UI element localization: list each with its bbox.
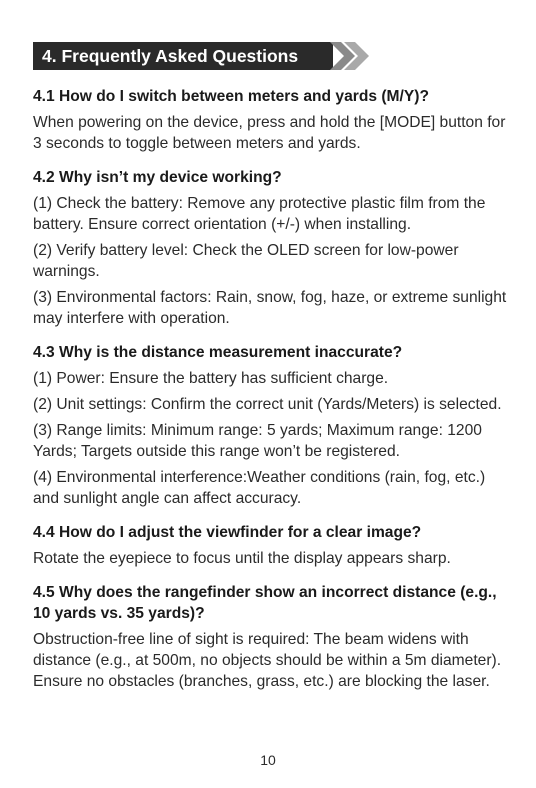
faq-answer: (1) Check the battery: Remove any protective plastic film from the battery. Ensure correct orientation (+/-) when installing. <box>33 195 486 233</box>
faq-question: 4.2 Why isn’t my device working? <box>33 169 282 186</box>
faq-answer: (3) Range limits: Minimum range: 5 yards; Maximum range: 1200 Yards; Targets outside this range won’t be registered. <box>33 422 482 460</box>
faq-answer: When powering on the device, press and hold the [MODE] button for 3 seconds to toggle between meters and yards. <box>33 114 506 152</box>
faq-question: 4.5 Why does the rangefinder show an incorrect distance (e.g., 10 yards vs. 35 yards)? <box>33 584 497 622</box>
section-header <box>33 42 373 70</box>
faq-answer: (2) Verify battery level: Check the OLED screen for low-power warnings. <box>33 242 459 280</box>
faq-answer: (1) Power: Ensure the battery has sufficient charge. <box>33 370 389 387</box>
faq-4-3 <box>33 342 513 509</box>
faq-answer: Rotate the eyepiece to focus until the display appears sharp. <box>33 550 451 567</box>
faq-question: 4.4 How do I adjust the viewfinder for a clear image? <box>33 524 422 541</box>
faq-answer: Obstruction-free line of sight is required: The beam widens with distance (e.g., at 500m, no objects should be within a 5m diameter). Ensure no obstacles (branches, grass, etc.) are blocking the laser. <box>33 631 502 690</box>
faq-4-1 <box>33 86 513 154</box>
page-number: 10 <box>260 752 276 768</box>
section-title: 4. Frequently Asked Questions <box>42 46 299 66</box>
double-chevron-right-icon <box>330 42 374 70</box>
faq-4-4 <box>33 522 513 569</box>
faq-4-5 <box>33 582 513 692</box>
faq-answer: (2) Unit settings: Confirm the correct unit (Yards/Meters) is selected. <box>33 396 502 413</box>
faq-question: 4.1 How do I switch between meters and yards (M/Y)? <box>33 88 429 105</box>
faq-answer: (3) Environmental factors: Rain, snow, fog, haze, or extreme sunlight may interfere with operation. <box>33 289 507 327</box>
faq-4-2 <box>33 167 513 329</box>
manual-page <box>33 42 513 697</box>
faq-question: 4.3 Why is the distance measurement inaccurate? <box>33 344 403 361</box>
faq-answer: (4) Environmental interference:Weather conditions (rain, fog, etc.) and sunlight angle can affect accuracy. <box>33 469 486 507</box>
